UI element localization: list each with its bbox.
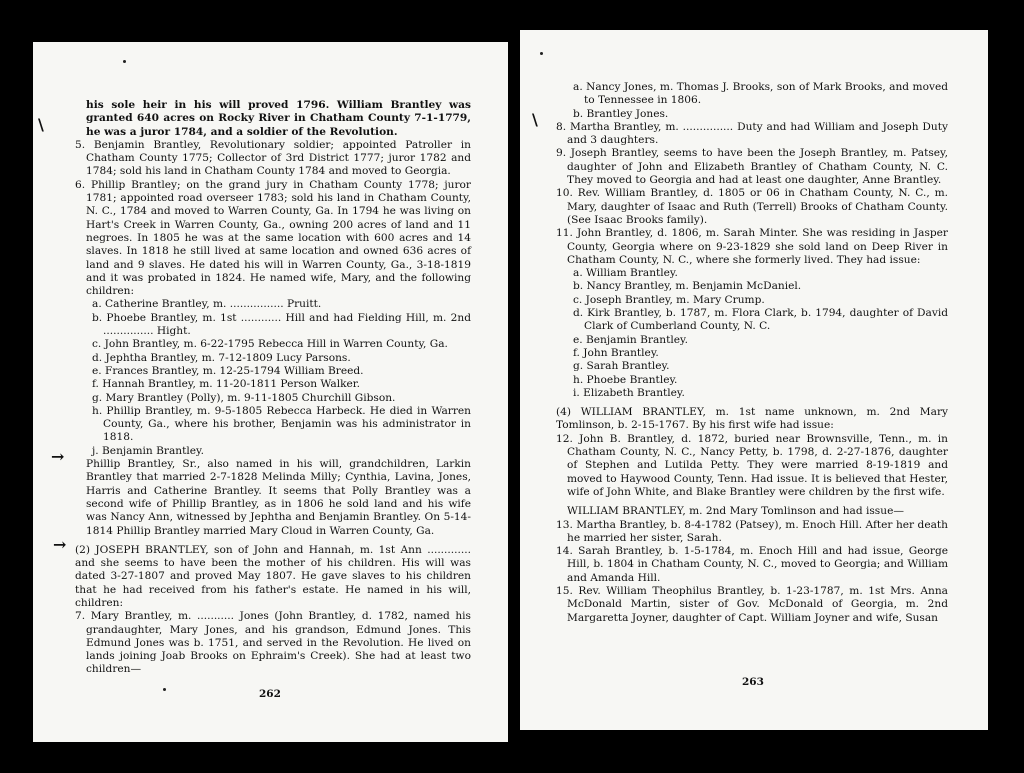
paragraph: e. Frances Brantley, m. 12-25-1794 William Breed. <box>92 364 364 377</box>
paragraph: a. William Brantley. <box>573 267 678 280</box>
speck <box>163 688 166 691</box>
paragraph: g. Mary Brantley (Polly), m. 9-11-1805 Churchill Gibson. <box>92 391 396 404</box>
arrow-mark-icon: → <box>51 447 65 466</box>
paragraph: 14. Sarah Brantley, b. 1-5-1784, m. Enoch Hill and had issue, George Hill, b. 1804 in Chatham County, N. C., moved to Georgia; and William and Amanda Hill. <box>556 545 948 584</box>
paragraph: d. Kirk Brantley, b. 1787, m. Flora Clark, b. 1794, daughter of David Clark of Cumberland County, N. C. <box>573 307 948 333</box>
speck <box>123 60 126 63</box>
paragraph: e. Benjamin Brantley. <box>573 333 688 346</box>
left-page <box>33 42 508 742</box>
right-page-text <box>556 81 948 625</box>
paragraph: 8. Martha Brantley, m. ............... Duty and had William and Joseph Duty and 3 daughters. <box>556 120 948 147</box>
paragraph: 13. Martha Brantley, b. 8-4-1782 (Patsey), m. Enoch Hill. After her death he married her sister, Sarah. <box>556 518 948 544</box>
paragraph: (2) JOSEPH BRANTLEY, son of John and Hannah, m. 1st Ann ............. and she seems to have been the mother of his children. His will was dated 3-27-1807 and proved May 1807. He gave slaves to his children that he had received from his father's estate. He named in his will, children: <box>75 543 471 609</box>
speck <box>540 52 543 55</box>
paragraph: g. Sarah Brantley. <box>573 360 670 373</box>
paragraph: i. Elizabeth Brantley. <box>573 386 685 399</box>
paragraph: a. Catherine Brantley, m. ................ Pruitt. <box>92 298 322 311</box>
paragraph: 6. Phillip Brantley; on the grand jury in Chatham County 1778; juror 1781; appointed road overseer 1783; sold his land in Chatham County, N. C., 1784 and moved to Warren County, Ga. In 1794 he was living on Hart's Creek in Warren County, Ga., owning 200 acres of land and 11 negroes. In 1805 he was at the same location with 600 acres and 14 slaves. In 1818 he still lived at same location and owned 636 acres of land and 9 slaves. He dated his will in Warren County, Ga., 3-18-1819 and it was probated in 1824. He named wife, Mary, and the following children: <box>75 178 471 298</box>
paragraph: b. Phoebe Brantley, m. 1st ............ Hill and had Fielding Hill, m. 2nd ............... Hight. <box>92 311 471 338</box>
paragraph: a. Nancy Jones, m. Thomas J. Brooks, son of Mark Brooks, and moved to Tennessee in 1806. <box>573 81 948 107</box>
paragraph: j. Benjamin Brantley. <box>92 444 204 457</box>
paragraph: c. Joseph Brantley, m. Mary Crump. <box>573 293 765 306</box>
page-number-right: 263 <box>742 676 764 688</box>
paragraph: 12. John B. Brantley, d. 1872, buried near Brownsville, Tenn., m. in Chatham County, N. C., Nancy Petty, b. 1798, d. 2-27-1876, daughter of Stephen and Lutilda Petty. They were married 8-19-1819 and moved to Haywood County, Tenn. Had issue. It is believed that Hester, wife of John White, and Blake Brantley were children by the first wife. <box>556 432 948 498</box>
margin-mark: \ <box>38 115 44 134</box>
paragraph: WILLIAM BRANTLEY, m. 2nd Mary Tomlinson and had issue— <box>567 505 904 518</box>
paragraph: 15. Rev. William Theophilus Brantley, b. 1-23-1787, m. 1st Mrs. Anna McDonald Martin, sister of Gov. McDonald of Georgia, m. 2nd Margaretta Joyner, daughter of Capt. William Joyner and wife, Susan <box>556 584 948 624</box>
paragraph: h. Phillip Brantley, m. 9-5-1805 Rebecca Harbeck. He died in Warren County, Ga., where his brother, Benjamin was his administrator in 1818. <box>92 404 471 444</box>
paragraph: b. Nancy Brantley, m. Benjamin McDaniel. <box>573 280 802 293</box>
paragraph: 11. John Brantley, d. 1806, m. Sarah Minter. She was residing in Jasper County, Georgia where on 9-23-1829 she sold land on Deep River in Chatham County, N. C., where she formerly lived. They had issue: <box>556 227 948 266</box>
paragraph: b. Brantley Jones. <box>573 107 669 120</box>
page-number-left: 262 <box>259 688 281 700</box>
paragraph: d. Jephtha Brantley, m. 7-12-1809 Lucy Parsons. <box>92 351 351 364</box>
paragraph: 5. Benjamin Brantley, Revolutionary soldier; appointed Patroller in Chatham County 1775; Collector of 3rd District 1777; juror 1782 and 1784; sold his land in Chatham County 1784 and moved to Georgia. <box>75 138 471 178</box>
paragraph: 7. Mary Brantley, m. ........... Jones (John Brantley, d. 1782, named his grandaughter, Mary Jones, and his grandson, Edmund Jones. This Edmund Jones was b. 1751, and served in the Revolution. He lived on lands joining Joab Brooks on Ephraim's Creek). She had at least two children— <box>75 610 471 676</box>
paragraph: (4) WILLIAM BRANTLEY, m. 1st name unknown, m. 2nd Mary Tomlinson, b. 2-15-1767. By his first wife had issue: <box>556 406 948 432</box>
paragraph: Phillip Brantley, Sr., also named in his will, grandchildren, Larkin Brantley that married 2-7-1828 Melinda Milly; Cynthia, Lavina, Jones, Harris and Catherine Brantley. It seems that Polly Brantley was a second wife of Phillip Brantley, as in 1806 he sold land and his wife was Nancy Ann, witnessed by Jephtha and Benjamin Brantley. On 5-14-1814 Phillip Brantley married Mary Cloud in Warren County, Ga. <box>86 458 471 537</box>
paragraph: 9. Joseph Brantley, seems to have been the Joseph Brantley, m. Patsey, daughter of John and Elizabeth Brantley of Chatham County, N. C. They moved to Georgia and had at least one daughter, Anne Brantley. <box>556 147 948 187</box>
arrow-mark-icon: → <box>53 535 67 554</box>
paragraph: c. John Brantley, m. 6-22-1795 Rebecca Hill in Warren County, Ga. <box>92 338 448 351</box>
paragraph: f. John Brantley. <box>573 346 659 359</box>
right-page <box>520 30 988 730</box>
paragraph: 10. Rev. William Brantley, d. 1805 or 06 in Chatham County, N. C., m. Mary, daughter of Isaac and Ruth (Terrell) Brooks of Chatham County. (See Isaac Brooks family). <box>556 187 948 226</box>
margin-mark: \ <box>532 110 538 129</box>
paragraph: his sole heir in his will proved 1796. William Brantley was granted 640 acres on Rocky River in Chatham County 7-1-1779, he was a juror 1784, and a soldier of the Revolution. <box>86 99 471 138</box>
paragraph: h. Phoebe Brantley. <box>573 373 678 386</box>
paragraph: f. Hannah Brantley, m. 11-20-1811 Person Walker. <box>92 378 361 391</box>
left-page-text <box>75 99 471 677</box>
